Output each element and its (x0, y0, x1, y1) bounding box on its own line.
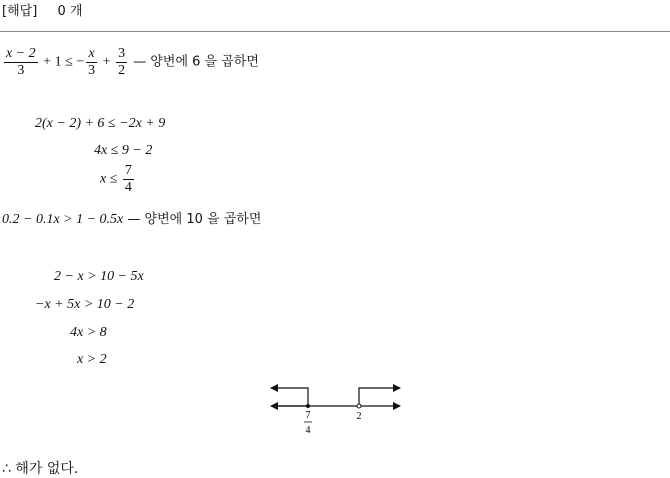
ineq1-plus: + (99, 54, 115, 70)
ineq2-step-2: −x + 5x > 10 − 2 (35, 297, 135, 312)
fraction-lhs (4, 46, 38, 79)
fraction-3-numerator: 3 (118, 46, 126, 61)
fraction-x-numerator: x (86, 46, 97, 63)
open-point (357, 404, 361, 408)
inequality-2 (2, 208, 261, 228)
answer-header (2, 0, 83, 19)
ineq1-note: — 양변에 6 을 곱하면 (129, 54, 259, 70)
fraction-2-denominator: 2 (118, 63, 126, 78)
conclusion: ∴ 해가 없다. (2, 461, 79, 477)
ineq1-final-lhs: x ≤ (100, 171, 121, 187)
point1-denominator: 4 (305, 425, 311, 436)
ineq2-note: — 양변에 10 을 곱하면 (123, 212, 262, 227)
fraction-lhs-numerator: x − 2 (6, 46, 36, 61)
answer-count: 0 개 (57, 4, 83, 19)
point1-numerator: 7 (305, 410, 311, 421)
ineq1-text-a: + 1 ≤ − (39, 54, 85, 70)
fraction-4-denominator: 4 (124, 180, 132, 195)
ray-gt-two (359, 388, 400, 406)
ineq1-step-2: 4x ≤ 9 − 2 (94, 143, 153, 158)
inequality-1 (2, 46, 259, 79)
ineq2-step-4: x > 2 (77, 352, 107, 367)
ineq2-step-1: 2 − x > 10 − 5x (54, 269, 144, 284)
fraction-7-numerator: 7 (124, 163, 132, 178)
ray-le-seven-quarters (271, 388, 308, 406)
ineq1-step-1: 2(x − 2) + 6 ≤ −2x + 9 (35, 116, 166, 131)
answer-label: [해답] (2, 4, 38, 19)
closed-point (306, 404, 310, 408)
fraction-7-4 (123, 163, 134, 196)
fraction-lhs-denominator: 3 (17, 63, 25, 78)
number-line (266, 380, 406, 440)
divider (0, 31, 670, 32)
fraction-x-3 (86, 46, 97, 79)
ineq1-step-3 (100, 163, 136, 196)
fraction-3-2 (116, 46, 127, 79)
fraction-x-denominator: 3 (88, 63, 96, 78)
ineq2-step-3: 4x > 8 (70, 325, 107, 340)
point2-label: 2 (356, 411, 362, 422)
ineq2-expression: 0.2 − 0.1x > 1 − 0.5x (2, 212, 124, 227)
